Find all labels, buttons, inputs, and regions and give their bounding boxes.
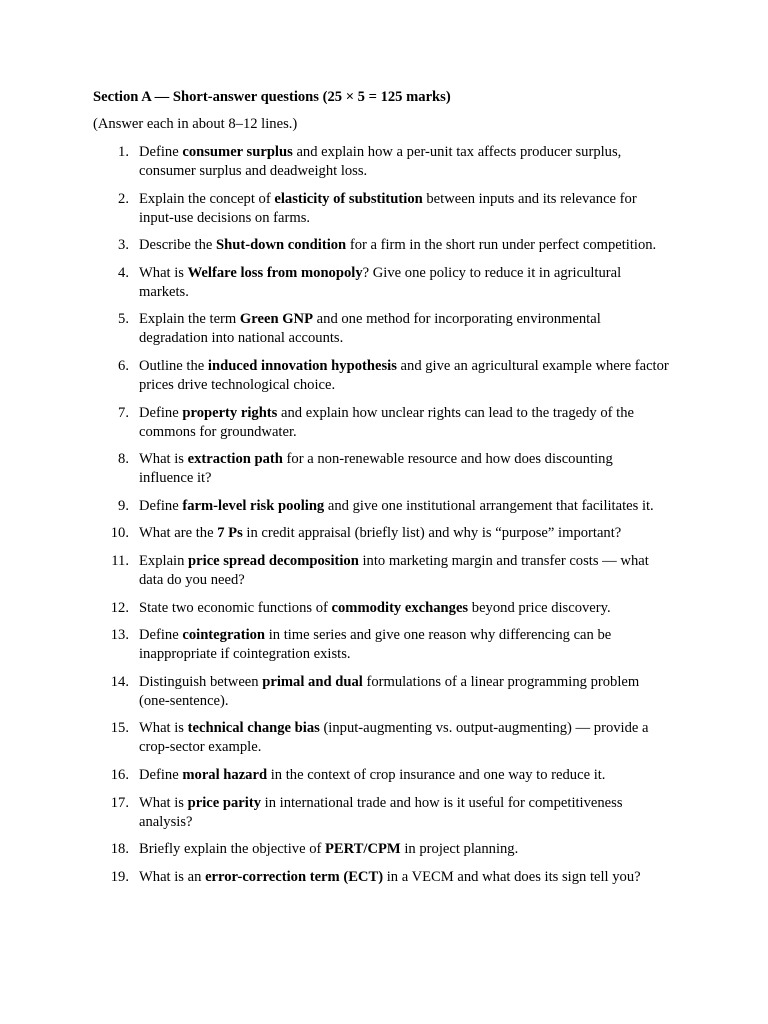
question-key-term: induced innovation hypothesis bbox=[207, 357, 397, 374]
question-text-lead: State two economic functions of bbox=[139, 599, 332, 616]
question-text bbox=[139, 311, 601, 346]
question-number: 1. bbox=[118, 144, 129, 160]
question-item bbox=[0, 794, 669, 832]
question-number: 8. bbox=[118, 451, 129, 468]
question-item bbox=[0, 143, 669, 181]
question-text bbox=[139, 405, 634, 440]
question-text-lead: Explain the concept of bbox=[139, 190, 275, 207]
question-text bbox=[139, 498, 654, 514]
question-text bbox=[139, 600, 611, 616]
question-number: 10. bbox=[110, 525, 129, 542]
question-item bbox=[0, 552, 669, 590]
question-item bbox=[0, 599, 669, 618]
question-text bbox=[139, 795, 623, 830]
question-number: 12. bbox=[110, 599, 129, 616]
section-heading: Section A — Short-answer questions (25 × 5 = 125 marks) bbox=[93, 89, 451, 105]
question-list bbox=[0, 143, 768, 895]
question-key-term: technical change bias bbox=[187, 720, 320, 737]
question-text-rest: and explain how unclear rights can lead to the tragedy of the commons for groundwater. bbox=[139, 404, 634, 440]
question-text-lead: Outline the bbox=[139, 357, 208, 374]
question-key-term: price parity bbox=[187, 794, 261, 811]
question-number: 5. bbox=[118, 311, 129, 328]
question-text bbox=[139, 767, 605, 783]
question-number: 13. bbox=[110, 627, 129, 644]
question-text bbox=[139, 191, 637, 226]
question-key-term: Shut-down condition bbox=[216, 237, 347, 254]
question-text bbox=[139, 720, 649, 755]
question-text-lead: Explain the term bbox=[139, 311, 240, 328]
question-number: 17. bbox=[110, 794, 129, 811]
question-text-lead: Describe the bbox=[139, 237, 216, 254]
question-text-rest: in time series and give one reason why differencing can be inappropriate if cointegration exists. bbox=[139, 627, 612, 663]
question-key-term: commodity exchanges bbox=[331, 599, 469, 616]
question-text-lead: Define bbox=[139, 766, 183, 783]
question-text-rest: and explain how a per-unit tax affects producer surplus, consumer surplus and deadweight loss. bbox=[139, 144, 622, 179]
question-key-term: Green GNP bbox=[239, 311, 314, 328]
question-key-term: price spread decomposition bbox=[188, 552, 359, 569]
question-text-rest: and one method for incorporating environmental degradation into national accounts. bbox=[139, 311, 601, 347]
question-key-term: cointegration bbox=[182, 627, 266, 644]
question-item bbox=[0, 673, 669, 711]
question-item bbox=[0, 236, 669, 255]
question-text-rest: ? Give one policy to reduce it in agricultural markets. bbox=[139, 264, 622, 300]
question-item bbox=[0, 404, 669, 442]
question-key-term: PERT/CPM bbox=[325, 841, 401, 858]
question-text bbox=[139, 358, 669, 393]
question-text-lead: What is bbox=[139, 720, 188, 737]
question-text bbox=[139, 451, 613, 486]
question-item bbox=[0, 497, 669, 516]
question-text bbox=[139, 525, 621, 541]
question-text-lead: Define bbox=[139, 627, 183, 644]
question-text bbox=[139, 144, 621, 179]
question-number: 15. bbox=[110, 720, 129, 737]
question-item bbox=[0, 190, 669, 228]
question-number: 7. bbox=[118, 404, 129, 421]
question-text-rest: in international trade and how is it useful for competitiveness analysis? bbox=[139, 794, 623, 830]
question-number: 19. bbox=[110, 868, 129, 885]
question-item bbox=[0, 840, 669, 859]
question-key-term: farm-level risk pooling bbox=[182, 497, 325, 514]
question-key-term: primal and dual bbox=[262, 673, 363, 690]
question-text bbox=[139, 237, 656, 253]
question-text-lead: Explain bbox=[139, 552, 189, 569]
question-key-term: extraction path bbox=[187, 451, 283, 468]
question-text-rest: formulations of a linear programming problem (one-sentence). bbox=[139, 673, 640, 709]
question-item bbox=[0, 626, 669, 664]
question-text-lead: Define bbox=[139, 497, 183, 514]
question-key-term: property rights bbox=[182, 404, 278, 421]
question-item bbox=[0, 264, 669, 302]
question-text-lead: What is an bbox=[139, 868, 206, 885]
question-text-rest: and give an agricultural example where factor prices drive technological choice. bbox=[139, 357, 669, 393]
question-number: 16. bbox=[110, 766, 129, 783]
question-text-rest: (input-augmenting vs. output-augmenting) — provide a crop-sector example. bbox=[139, 720, 649, 756]
question-text-lead: What is bbox=[139, 264, 188, 281]
question-item bbox=[0, 357, 669, 395]
question-item bbox=[0, 524, 669, 543]
question-key-term: moral hazard bbox=[182, 766, 268, 783]
question-text-rest: and give one institutional arrangement that facilitates it. bbox=[324, 497, 654, 514]
question-text-rest: in credit appraisal (briefly list) and why is “purpose” important? bbox=[242, 525, 622, 542]
question-text-rest: into marketing margin and transfer costs — what data do you need? bbox=[139, 552, 649, 588]
question-number: 14. bbox=[110, 673, 129, 690]
question-text-lead: What is bbox=[139, 794, 188, 811]
question-key-term: elasticity of substitution bbox=[274, 190, 423, 207]
question-text-rest: between inputs and its relevance for input-use decisions on farms. bbox=[139, 190, 637, 226]
question-number: 4. bbox=[118, 264, 129, 281]
question-text-rest: in project planning. bbox=[400, 841, 519, 858]
question-key-term: Welfare loss from monopoly bbox=[187, 264, 363, 281]
question-text-rest: for a firm in the short run under perfect competition. bbox=[346, 237, 657, 254]
section-instructions: (Answer each in about 8–12 lines.) bbox=[93, 116, 298, 132]
question-number: 18. bbox=[110, 841, 129, 858]
question-key-term: 7 Ps bbox=[217, 525, 243, 542]
question-number: 11. bbox=[111, 552, 129, 569]
question-text-lead: Define bbox=[139, 404, 183, 421]
question-number: 2. bbox=[118, 190, 129, 207]
question-number: 9. bbox=[118, 497, 129, 514]
question-text-lead: Define bbox=[139, 144, 183, 160]
question-number: 3. bbox=[118, 237, 129, 254]
question-text bbox=[139, 627, 611, 662]
question-text bbox=[139, 553, 649, 588]
question-item bbox=[0, 766, 669, 785]
question-text-lead: Distinguish between bbox=[139, 673, 263, 690]
question-text bbox=[139, 869, 641, 885]
question-text-lead: What are the bbox=[139, 525, 218, 542]
question-text-lead: Briefly explain the objective of bbox=[139, 841, 326, 858]
question-text bbox=[139, 674, 639, 709]
question-text-rest: in the context of crop insurance and one way to reduce it. bbox=[267, 766, 606, 783]
question-text-rest: for a non-renewable resource and how does discounting influence it? bbox=[139, 451, 613, 487]
question-number: 6. bbox=[118, 357, 129, 374]
question-text bbox=[139, 841, 518, 857]
question-item bbox=[0, 868, 669, 887]
question-text-lead: What is bbox=[139, 451, 188, 468]
question-text-rest: beyond price discovery. bbox=[468, 599, 611, 616]
question-text-rest: in a VECM and what does its sign tell you? bbox=[383, 868, 641, 885]
question-key-term: consumer surplus bbox=[182, 144, 293, 160]
question-item bbox=[0, 450, 669, 488]
question-text bbox=[139, 265, 621, 300]
question-item bbox=[0, 719, 669, 757]
question-item bbox=[0, 310, 669, 348]
question-key-term: error-correction term (ECT) bbox=[205, 868, 384, 885]
